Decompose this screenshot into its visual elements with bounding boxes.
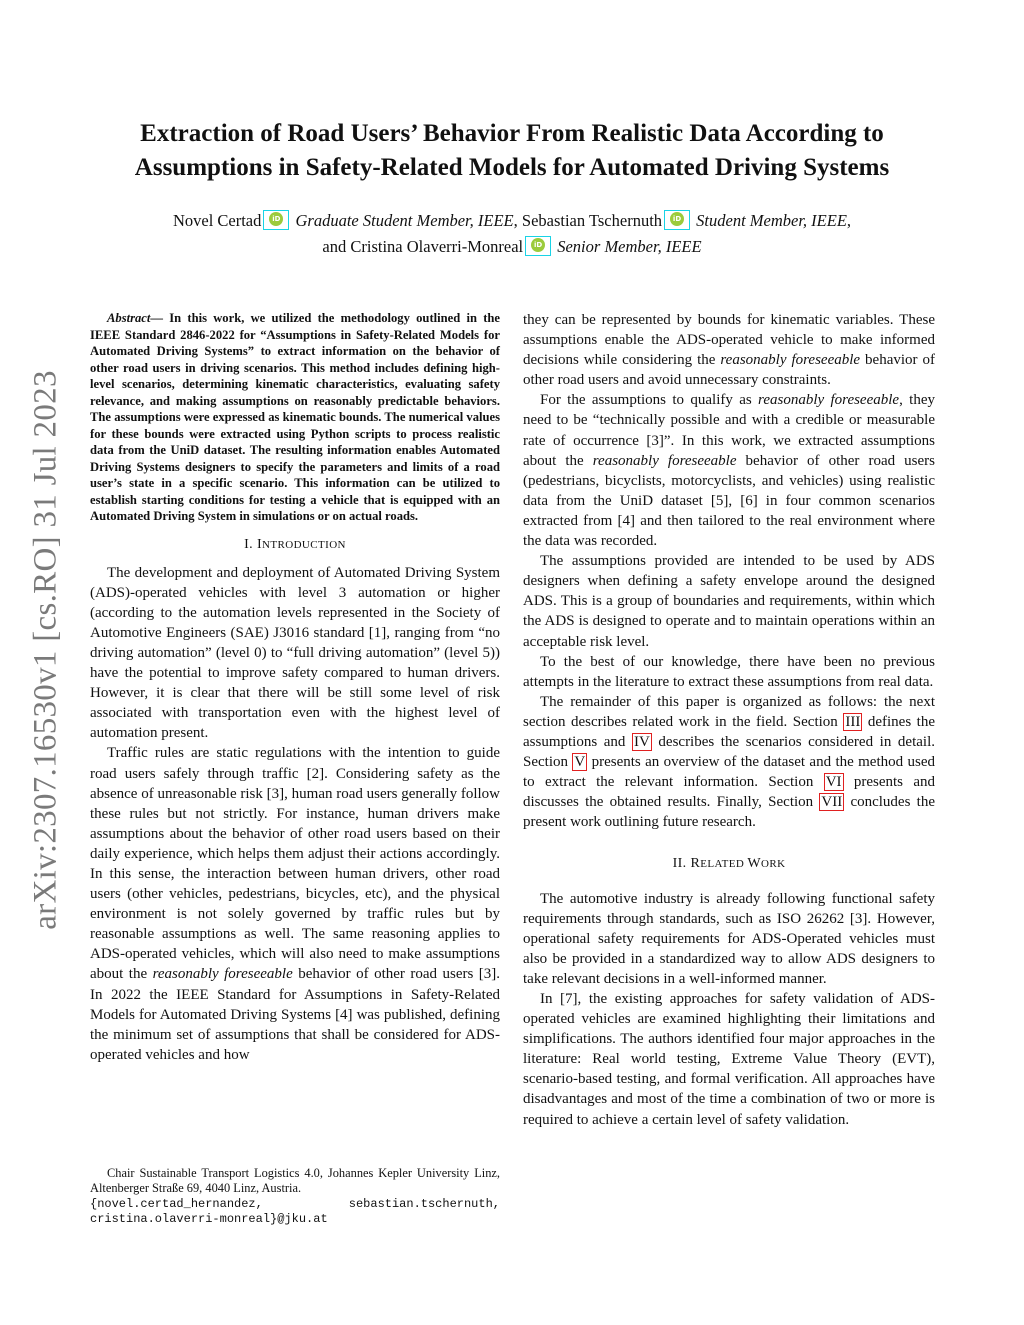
author-block: Novel CertadiD Graduate Student Member, IEEE, Sebastian TschernuthiD Student Member, IEEE, and Cristina Olaverri-MonrealiD Senior Member, IEEE [70, 208, 954, 260]
author-name: Novel Certad [172, 211, 262, 230]
paragraph: Traffic rules are static regulations with the intention to guide road users safely through traffic [2]. Considering safety as the absence of unreasonable risk [3], human road users generally follow these rules but not strictly. For instance, human drivers make assumptions about the behavior of other road users based on their daily experience, which helps them adjust their actions accordingly. In this sense, the interaction between human drivers, other road users (other vehicles, pedestrians, bicycles, etc), and the physical environment is not solely governed by traffic rules but by reasonable assumptions as well. The same reasoning applies to ADS-operated vehicles, which will also need to make assumptions about the reasonably foreseeable behavior of other road users [3]. In 2022 the IEEE Standard for Assumptions in Safety-Related Models for Automated Driving Systems [4] was published, defining the minimum set of assumptions that shall be considered for ADS-operated vehicles and how [90, 745, 501, 1063]
section-link[interactable]: V [574, 754, 586, 771]
author-role: Student Member, IEEE [696, 211, 847, 230]
paper-title [70, 117, 954, 185]
section-link[interactable]: VI [825, 774, 842, 791]
paragraph: The automotive industry is already following functional safety requirements through standards, such as ISO 26262 [3]. However, operational safety requirements for ADS-Operated vehicles must also be provided in a standardized way to allow ADS designers to take relevant decisions in a well-informed manner. [523, 890, 935, 987]
author-role: Senior Member, IEEE [557, 237, 702, 256]
paragraph: The assumptions provided are intended to be used by ADS designers when defining a safety envelope around the designed ADS. This is a group of boundaries and requirements, within which the ADS is designed to operate and to maintain operations within an acceptable risk level. [523, 553, 935, 650]
paragraph: In [7], the existing approaches for safety validation of ADS-operated vehicles are examined highlighting their limitations and simplifications. The authors identified four major approaches in the literature: Real world testing, Extreme Value Theory (EVT), scenario-based testing, and formal verification. All approaches have disadvantages and most of the time a combination of two or more is required to achieve a certain level of safety validation. [523, 991, 935, 1128]
orcid-icon[interactable] [525, 236, 551, 256]
abstract: Abstract— In this work, we utilized the methodology outlined in the IEEE Standard 2846-2022 for “Assumptions in Safety-Related Models for Automated Driving Systems” to extract information on the behavior of other road users in driving scenarios. This method includes defining high-level scenarios, determining kinematic characteristics, evaluating safety relevance, and making assumptions on reasonably predictable behaviors. The assumptions were expressed as kinematic bounds. The numerical values for these bounds were extracted using Python scripts to process realistic data from the UniD dataset. The resulting information enables Automated Driving Systems designers to specify the parameters and limits of a road user’s state in a specific scenario. This information can be utilized to establish starting conditions for testing a vehicle that is equipped with an Automated Driving System in simulations or on actual roads. [90, 311, 500, 523]
footnote-emails: {novel.certad_hernandez, sebastian.tschernuth, cristina.olaverri-monreal}@jku.at [90, 1196, 500, 1227]
paragraph: For the assumptions to qualify as reasonably foreseeable, they need to be “technically possible and with a credible or measurable rate of occurrence [3]”. In this work, we extracted assumptions about the reasonably foreseeable behavior of other road users (pedestrians, bicyclists, motorcyclists, and vehicles) using realistic data from the UniD dataset [5], [6] in four common scenarios extracted from [4] and then tailored to the real environment where the data was recorded. [523, 392, 935, 550]
author-name: Sebastian Tschernuth [521, 211, 663, 230]
paragraph: To the best of our knowledge, there have been no previous attempts in the literature to extract these assumptions from real data. [523, 653, 935, 690]
abstract-label: Abstract [107, 311, 151, 325]
arxiv-sidebar-stamp [26, 360, 66, 940]
author-name: and Cristina Olaverri-Monreal [322, 237, 524, 256]
orcid-icon[interactable] [263, 210, 289, 230]
section-heading-related-work: II. RELATED WORK [672, 856, 786, 872]
paragraph: they can be represented by bounds for kinematic variables. These assumptions enable the ADS-operated vehicle to make informed decisions while considering the reasonably foreseeable behavior of other road users and avoid unnecessary constraints. [523, 312, 935, 389]
section-heading-introduction: I. INTRODUCTION [244, 536, 346, 552]
section-link[interactable]: VII [821, 794, 843, 811]
section-link[interactable]: III [845, 713, 861, 730]
footnote [90, 1166, 500, 1228]
abstract-text: In this work, we utilized the methodology outlined in the IEEE Standard 2846-2022 for “Assumptions in Safety-Related Models for Automated Driving Systems” to extract information on the behavior of other road users in driving scenarios. This method includes defining high-level scenarios, determining kinematic characteristics, evaluating safety relevance, and making assumptions on reasonably predictable behaviors. The assumptions were expressed as kinematic bounds. The numerical values for these bounds were extracted using Python scripts to process realistic data from the UniD dataset. The resulting information enables Automated Driving Systems designers to specify the parameters and limits of a road user’s state in a specific scenario. This information can be utilized to establish starting conditions for testing a vehicle that is equipped with an Automated Driving System in simulations or on actual roads. [90, 311, 500, 523]
author-role: Graduate Student Member, IEEE [295, 211, 514, 230]
right-column [523, 310, 935, 1130]
title-line-2: Assumptions in Safety-Related Models for Automated Driving Systems [134, 154, 890, 181]
section-link[interactable]: IV [634, 733, 650, 750]
left-column [90, 310, 500, 1065]
paragraph: The remainder of this paper is organized as follows: the next section describes related work in the field. Section III defines the assumptions and IV describes the scenarios considered in detail. Section V presents an overview of the dataset and the method used to extract the relevant information. Section VI presents and discusses the obtained results. Finally, Section VII concludes the present work outlining future research. [523, 693, 936, 831]
title-line-1: Extraction of Road Users’ Behavior From Realistic Data According to [140, 120, 884, 147]
paragraph: The development and deployment of Automated Driving System (ADS)-operated vehicles with level 3 automation or higher (according to the automation levels represented in the Society of Automotive Engineers (SAE) J3016 standard [1], ranging from “no driving automation” (level 0) to “full driving automation” (level 5)) have the potential to improve safety compared to human drivers. However, it is clear that there will be still some level of risk associated with transportation even with the highest level of automation present. [90, 564, 500, 742]
arxiv-id: arXiv:2307.16530v1 [cs.RO] 31 Jul 2023 [27, 370, 64, 930]
orcid-icon[interactable] [664, 210, 690, 230]
footnote-affiliation: Chair Sustainable Transport Logistics 4.0, Johannes Kepler University Linz, Altenberger Straße 69, 4040 Linz, Austria. [90, 1166, 500, 1196]
